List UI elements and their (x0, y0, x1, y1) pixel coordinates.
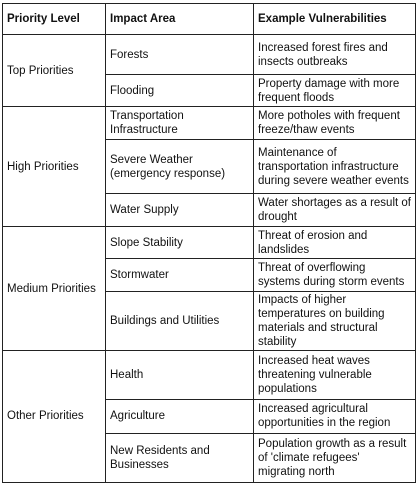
impact-area-cell: Water Supply (106, 194, 254, 227)
vulnerability-cell: More potholes with frequent freeze/thaw events (254, 107, 416, 140)
header-impact-area: Impact Area (106, 4, 254, 35)
impact-area-cell: Stormwater (106, 259, 254, 291)
impact-area-cell: Buildings and Utilities (106, 291, 254, 350)
header-example-vulnerabilities: Example Vulnerabilities (254, 4, 416, 35)
header-priority-level: Priority Level (3, 4, 106, 35)
impact-area-cell: Transportation Infrastructure (106, 107, 254, 140)
impact-area-cell: New Residents and Businesses (106, 433, 254, 482)
vulnerability-table (2, 3, 416, 483)
priority-cell-high: High Priorities (3, 107, 106, 227)
table-row (3, 35, 416, 75)
impact-area-cell: Forests (106, 35, 254, 75)
table-row (3, 350, 416, 399)
vulnerability-cell: Increased forest fires and insects outbreaks (254, 35, 416, 75)
priority-cell-top: Top Priorities (3, 35, 106, 107)
impact-area-cell: Severe Weather (emergency response) (106, 140, 254, 194)
priority-cell-medium: Medium Priorities (3, 227, 106, 350)
vulnerability-cell: Water shortages as a result of drought (254, 194, 416, 227)
vulnerability-cell: Population growth as a result of 'climate refugees' migrating north (254, 433, 416, 482)
table-row (3, 107, 416, 140)
vulnerability-cell: Increased agricultural opportunities in the region (254, 399, 416, 433)
impact-area-cell: Flooding (106, 75, 254, 107)
header-row (3, 4, 416, 35)
impact-area-cell: Agriculture (106, 399, 254, 433)
vulnerability-cell: Impacts of higher temperatures on building materials and structural stability (254, 291, 416, 350)
vulnerability-cell: Property damage with more frequent floods (254, 75, 416, 107)
priority-cell-other: Other Priorities (3, 350, 106, 482)
vulnerability-cell: Increased heat waves threatening vulnerable populations (254, 350, 416, 399)
vulnerability-cell: Threat of overflowing systems during storm events (254, 259, 416, 291)
vulnerability-cell: Threat of erosion and landslides (254, 227, 416, 259)
table-row (3, 227, 416, 259)
impact-area-cell: Health (106, 350, 254, 399)
vulnerability-cell: Maintenance of transportation infrastructure during severe weather events (254, 140, 416, 194)
impact-area-cell: Slope Stability (106, 227, 254, 259)
